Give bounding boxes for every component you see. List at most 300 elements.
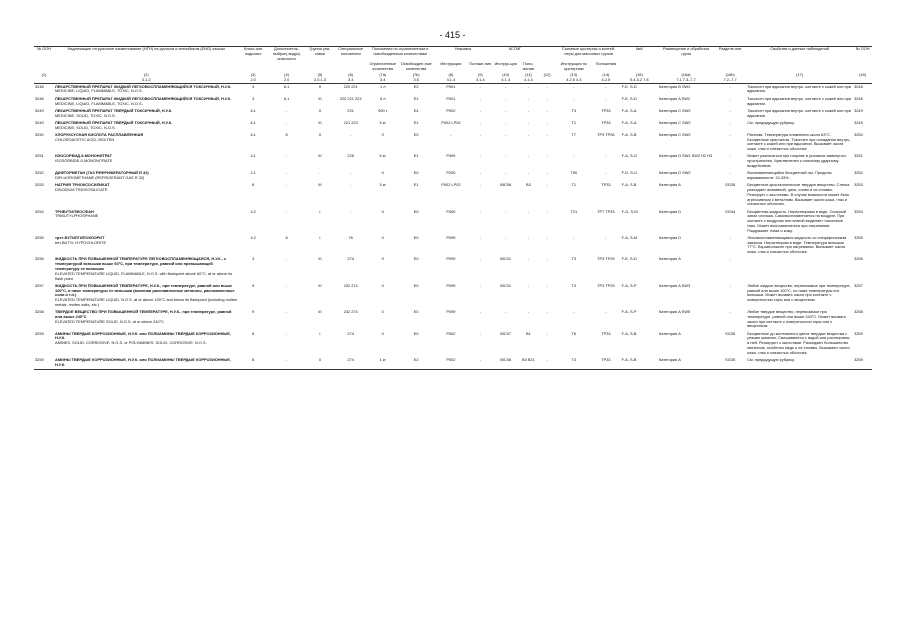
limited-quantity-cell: 1 кг xyxy=(379,356,386,362)
ibc-instruction-cell: IBC07 xyxy=(500,330,512,336)
colnum-13: (13) 4.2.5 4.3 xyxy=(556,72,591,83)
shipping-name-cell xyxy=(54,132,238,154)
special-provisions-cell: 220 221 223 xyxy=(339,95,362,101)
tank-instruction-cell: T21 xyxy=(570,208,578,214)
packing-provision-cell: - xyxy=(479,153,481,159)
tank-instruction-cell: T3 xyxy=(571,356,577,362)
colnum-4: (4) 2.0 xyxy=(268,72,305,83)
segregation-cell: - xyxy=(729,170,731,176)
properties-cell: См. предыдущую рубрику. xyxy=(747,119,795,125)
colnum-18: (18) xyxy=(853,72,872,83)
subsidiary-cell: 6.1 xyxy=(283,83,290,89)
excepted-quantity-cell: E1 xyxy=(413,182,419,188)
packing-instruction-cell: P099 xyxy=(446,282,456,288)
tank-provision-cell: - xyxy=(605,83,607,89)
shipping-name-en: CHLOROACETIC ACID, MOLTEN xyxy=(55,136,115,142)
header-ibc: КСГМГ xyxy=(492,47,537,63)
ibc-provision-cell: - xyxy=(527,256,530,262)
header-packing-group: Группа упа-ковки xyxy=(305,47,334,63)
class-cell: 8 xyxy=(252,356,255,362)
packing-provision-cell: - xyxy=(479,83,481,89)
shipping-name-en: ISOSORBIDE-5-MONONITRATE xyxy=(55,158,113,164)
packing-provision-cell: - xyxy=(479,356,481,362)
ibc-provision-cell: B4 B21 xyxy=(522,356,535,362)
shipping-name-en: AMINES, SOLID, CORROSIVE, N.O.S. or POLYAMINES, SOLID, CORROSIVE, N.O.S. xyxy=(55,340,207,346)
header-limited-quantities: Ограниченные количества xyxy=(369,62,396,72)
tank-provision-cell: - xyxy=(605,153,607,159)
colnum-14: (14) 4.2.5 xyxy=(591,72,620,83)
subsidiary-cell: - xyxy=(285,208,288,214)
shipping-name-cell xyxy=(54,153,238,170)
shipping-name-ru: ТРИБУТИЛФОСФАН xyxy=(55,208,94,214)
un-right-cell: 3254 xyxy=(854,208,863,214)
shipping-name-ru: ТВЕРДОЕ ВЕЩЕСТВО ПРИ ПОВЫШЕННОЙ ТЕМПЕРАТУРЕ, Н.У.К., при температуре, равной или выше 240°С xyxy=(55,309,232,319)
class-cell: 8 xyxy=(252,182,255,188)
special-provisions-cell: - xyxy=(350,131,352,137)
packing-group-cell: II xyxy=(318,83,322,89)
shipping-name-ru: ЛЕКАРСТВЕННЫЙ ПРЕПАРАТ ТВЕРДЫЙ ТОКСИЧНЫЙ, Н.У.К. xyxy=(55,107,173,113)
special-provisions-cell: 226 xyxy=(347,153,354,159)
segregation-cell: - xyxy=(729,282,731,288)
segregation-cell: - xyxy=(729,119,731,125)
ibc-provision-cell: - xyxy=(527,95,530,101)
class-cell: 9 xyxy=(252,309,255,315)
ibc-provision-cell: - xyxy=(527,119,530,125)
segregation-cell: - xyxy=(729,95,731,101)
packing-instruction-cell: P099 xyxy=(446,234,456,240)
ems-cell: F-D, S-U xyxy=(621,170,637,176)
packing-group-cell: III xyxy=(318,153,322,159)
stowage-cell: Категория A SW3 xyxy=(659,282,691,288)
colnum-6: (6) 3.3 xyxy=(335,72,367,83)
shipping-name-cell xyxy=(54,256,238,282)
header-lq-group: Положения по ограниченным и освобожденным количествам xyxy=(367,47,434,63)
shipping-name-cell xyxy=(54,83,238,96)
properties-cell: Воспламеняющийся бесцветный газ. Пределы взрываемости: 13-33%. xyxy=(747,170,832,180)
col12-cell: - xyxy=(546,356,548,362)
packing-group-cell: III xyxy=(318,282,322,288)
shipping-name-en: ELEVATED TEMPERATURE SOLID, N.O.S. at or above 240°C xyxy=(55,318,164,324)
tank-instruction-cell: T50 xyxy=(570,170,578,176)
subsidiary-cell: - xyxy=(285,119,288,125)
ibc-provision-cell: - xyxy=(527,170,530,176)
shipping-name-cell xyxy=(54,170,238,182)
col12-cell: - xyxy=(546,119,548,125)
stowage-cell: Категория D xyxy=(659,208,682,214)
tank-provision-cell: - xyxy=(605,234,607,240)
special-provisions-cell: 232 274 xyxy=(343,309,358,315)
table-row xyxy=(34,182,872,208)
colnum-7a: (7a) 3.4 xyxy=(367,72,399,83)
special-provisions-cell: - xyxy=(350,170,352,176)
segregation-cell: SG35 xyxy=(725,330,736,336)
packing-group-cell: I xyxy=(319,234,321,240)
limited-quantity-cell: 0 xyxy=(381,170,384,176)
subsidiary-cell: - xyxy=(285,170,288,176)
shipping-name-cell xyxy=(54,357,238,370)
col12-cell: - xyxy=(546,170,548,176)
un-cell: 3257 xyxy=(35,282,44,288)
stowage-cell: Категория D SW2 xyxy=(659,170,691,176)
segregation-cell: - xyxy=(729,256,731,262)
packing-provision-cell: - xyxy=(479,309,481,315)
class-cell: 6.1 xyxy=(250,119,256,125)
shipping-name-en: DIFLUOROMETHANE (REFRIGERANT GAS R 32) xyxy=(55,174,145,180)
segregation-cell: - xyxy=(729,83,731,89)
packing-provision-cell: - xyxy=(479,208,481,214)
packing-instruction-cell: P200 xyxy=(446,170,456,176)
un-right-cell: 3251 xyxy=(854,153,863,159)
limited-quantity-cell: 0 xyxy=(381,131,384,137)
ibc-instruction-cell: IBC01 xyxy=(500,282,512,288)
class-cell: 3 xyxy=(252,95,255,101)
ibc-instruction-cell: - xyxy=(505,170,507,176)
colnum-12: (12) xyxy=(538,72,557,83)
stowage-cell: Категория A xyxy=(659,356,681,362)
un-cell: 3250 xyxy=(35,131,44,137)
table-row xyxy=(34,283,872,309)
excepted-quantity-cell: E2 xyxy=(413,356,419,362)
colnum-7b: (7b) 3.5 xyxy=(399,72,434,83)
header-special-provisions: Специальные положения xyxy=(335,47,367,63)
tank-provision-cell: TP3 TP29 xyxy=(597,282,615,288)
table-row xyxy=(34,83,872,96)
packing-provision-cell: - xyxy=(479,170,481,176)
table-row xyxy=(34,120,872,132)
excepted-quantity-cell: E1 xyxy=(413,153,419,159)
class-cell: 4.1 xyxy=(250,153,256,159)
ibc-instruction-cell: IBC01 xyxy=(500,256,512,262)
shipping-name-cell xyxy=(54,182,238,208)
packing-provision-cell: - xyxy=(479,256,481,262)
tank-provision-cell: - xyxy=(605,95,607,101)
shipping-name-cell xyxy=(54,331,238,357)
col12-cell: - xyxy=(546,330,548,336)
tank-instruction-cell: - xyxy=(573,95,575,101)
ibc-provision-cell: - xyxy=(527,83,530,89)
ems-cell: F-A, S-B xyxy=(621,131,637,137)
ibc-instruction-cell: - xyxy=(505,95,507,101)
subsidiary-cell: 8 xyxy=(285,234,288,240)
header-packing: Упаковка xyxy=(434,47,493,63)
packing-group-cell: - xyxy=(319,170,321,176)
stowage-cell: Категория D SW1 SW2 H2 H3 xyxy=(659,153,713,159)
ibc-provision-cell: - xyxy=(527,234,530,240)
subsidiary-cell: - xyxy=(285,330,288,336)
shipping-name-en: MEDICINE, SOLID, TOXIC, N.O.S. xyxy=(55,112,116,118)
tank-provision-cell: TP33 xyxy=(601,356,611,362)
ibc-provision-cell: B1 xyxy=(526,330,531,336)
special-provisions-cell: 220 221 xyxy=(343,83,358,89)
special-provisions-cell: 76 xyxy=(348,234,353,240)
properties-cell: Любое твердое вещество, перевозимое при температуре, равной или выше 240°С. Может вызвать ожоги при контакте с поверхностью тары или с веществом. xyxy=(747,309,846,329)
shipping-name-cell xyxy=(54,283,238,309)
un-cell: 3252 xyxy=(35,170,44,176)
ibc-provision-cell: - xyxy=(527,282,530,288)
ems-cell: F-A, S-B xyxy=(621,182,637,188)
un-right-cell: 3256 xyxy=(854,256,863,262)
stowage-cell: Категория B SW2 xyxy=(659,83,691,89)
subsidiary-cell: - xyxy=(285,309,288,315)
ibc-instruction-cell: - xyxy=(505,107,507,113)
ems-cell: F-A, S-P xyxy=(621,282,637,288)
segregation-cell: - xyxy=(729,153,731,159)
packing-instruction-cell: P099 xyxy=(446,256,456,262)
un-cell: 3254 xyxy=(35,208,44,214)
table-row xyxy=(34,96,872,108)
subsidiary-cell: 8 xyxy=(285,131,288,137)
un-cell: 3259 xyxy=(35,356,44,362)
packing-instruction-cell: P002 xyxy=(446,330,456,336)
colnum-10: (10) 4.1.4 xyxy=(492,72,519,83)
tank-provision-cell: TP7 TP33 xyxy=(597,208,615,214)
tank-provision-cell: - xyxy=(605,170,607,176)
shipping-name-cell xyxy=(54,309,238,331)
stowage-cell: Категория A SW5 xyxy=(659,309,691,315)
class-cell: 8 xyxy=(252,330,255,336)
header-ems: АвК xyxy=(621,47,658,63)
shipping-name-en: MEDICINE, SOLID, TOXIC, N.O.S. xyxy=(55,124,116,130)
limited-quantity-cell: 0 xyxy=(381,309,384,315)
class-cell: 3 xyxy=(252,83,255,89)
excepted-quantity-cell: E0 xyxy=(413,309,419,315)
colnum-9: (9) 4.1.4 xyxy=(468,72,492,83)
col12-cell: - xyxy=(546,234,548,240)
class-cell: 4.2 xyxy=(250,234,256,240)
table-row xyxy=(34,357,872,370)
packing-group-cell: III xyxy=(318,256,322,262)
shipping-name-en: ELEVATED TEMPERATURE LIQUID, FLAMMABLE, N.O.S. with flashpoint above 60°C, at or above its flash point xyxy=(55,270,233,281)
header-name: Надлежащее отгрузочное наименование (НТН) на русском и английском (ENG) языках xyxy=(54,47,238,63)
packing-instruction-cell: P409 xyxy=(446,153,456,159)
excepted-quantity-cell: E1 xyxy=(413,95,419,101)
shipping-name-cell xyxy=(54,235,238,257)
table-row xyxy=(34,132,872,154)
header-un: № ООН xyxy=(34,47,54,63)
shipping-name-ru: ЖИДКОСТЬ ПРИ ПОВЫШЕННОЙ ТЕМПЕРАТУРЕ, Н.У.К., при температуре, равной или выше 100°С, и ниже температуры ее вспышки (включая расплавленные металлы, расплавленные соли и т.п.) xyxy=(55,282,235,298)
tank-provision-cell: TP3 TP29 xyxy=(597,256,615,262)
special-provisions-cell: 232 274 xyxy=(343,282,358,288)
tank-provision-cell: TP33 xyxy=(601,107,611,113)
un-right-cell: 3257 xyxy=(854,282,863,288)
table-row xyxy=(34,209,872,235)
un-cell: 3248 xyxy=(35,83,44,89)
class-cell: 3 xyxy=(252,256,255,262)
un-cell: 3253 xyxy=(35,182,44,188)
table-row xyxy=(34,309,872,331)
header-stowage: Размещение и обработка груза xyxy=(658,47,714,63)
colnum-16b: (16b) 7.2–7.7 xyxy=(714,72,746,83)
excepted-quantity-cell: E0 xyxy=(413,170,419,176)
class-cell: 6.1 xyxy=(250,131,256,137)
packing-group-cell: III xyxy=(318,182,322,188)
ibc-instruction-cell: - xyxy=(505,119,507,125)
col12-cell: - xyxy=(546,182,548,188)
un-cell: 3249 xyxy=(35,107,44,113)
packing-group-cell: II xyxy=(318,107,322,113)
ibc-provision-cell: - xyxy=(527,208,530,214)
page-number: - 415 - xyxy=(439,30,466,40)
segregation-cell: - xyxy=(729,131,731,137)
shipping-name-cell xyxy=(54,96,238,108)
properties-cell: Расплав. Температура плавления около 63°С. Бесцветные кристаллы. Токсичен при попадании внутрь, контакте с кожей или при вдыхании. Вызывает ожоги кожи, глаз и слизистых оболочек. xyxy=(747,131,851,152)
un-cell: 3249 xyxy=(35,119,44,125)
table-row xyxy=(34,170,872,182)
un-right-cell: 3248 xyxy=(854,83,863,89)
ems-cell: F-A, S-P xyxy=(621,309,637,315)
packing-provision-cell: - xyxy=(479,182,481,188)
un-right-cell: 3250 xyxy=(854,131,863,137)
segregation-cell: SG35 xyxy=(725,356,736,362)
ibc-instruction-cell: IBC08 xyxy=(500,356,512,362)
shipping-name-ru: ЛЕКАРСТВЕННЫЙ ПРЕПАРАТ ЖИДКИЙ ЛЕГКОВОСПЛАМЕНЯЮЩИЙСЯ ТОКСИЧНЫЙ, Н.У.К. xyxy=(55,83,232,89)
excepted-quantity-cell: E0 xyxy=(413,208,419,214)
packing-instruction-cell: P002 xyxy=(446,356,456,362)
ems-cell: F-A, S-M xyxy=(621,234,638,240)
un-cell: 3255 xyxy=(35,234,44,240)
stowage-cell: Категория A xyxy=(659,256,681,262)
un-cell: 3248 xyxy=(35,95,44,101)
dangerous-goods-list-table xyxy=(34,46,872,370)
limited-quantity-cell: 0 xyxy=(381,234,384,240)
colnum-3: (3) 2.0 xyxy=(238,72,267,83)
packing-group-cell: III xyxy=(318,119,322,125)
packing-provision-cell: - xyxy=(479,330,481,336)
subsidiary-cell: - xyxy=(285,182,288,188)
ems-cell: F-E, S-D xyxy=(621,256,637,262)
tank-instruction-cell: - xyxy=(573,83,575,89)
stowage-cell: Категория C SW2 xyxy=(659,119,691,125)
tank-instruction-cell: T1 xyxy=(571,119,577,125)
header-tank-instructions: Инструкции по цистернам xyxy=(560,62,587,72)
header-packing-instructions: Инструкции xyxy=(440,62,462,67)
packing-instruction-cell: P099 xyxy=(446,309,456,315)
shipping-name-ru: ЛЕКАРСТВЕННЫЙ ПРЕПАРАТ ЖИДКИЙ ЛЕГКОВОСПЛАМЕНЯЮЩИЙСЯ ТОКСИЧНЫЙ, Н.У.К. xyxy=(55,95,232,101)
shipping-name-en: MEDICINE, LIQUID, FLAMMABLE, TOXIC, N.O.S. xyxy=(55,100,143,106)
segregation-cell: - xyxy=(729,309,731,315)
segregation-cell: - xyxy=(729,107,731,113)
limited-quantity-cell: 5 кг xyxy=(379,153,386,159)
subsidiary-cell: - xyxy=(285,256,288,262)
ems-cell: F-A, S-B xyxy=(621,330,637,336)
tank-instruction-cell: T3 xyxy=(571,107,577,113)
ems-cell: F-A, S-A xyxy=(621,107,637,113)
excepted-quantity-cell: E2 xyxy=(413,83,419,89)
shipping-name-ru: ЖИДКОСТЬ ПРИ ПОВЫШЕННОЙ ТЕМПЕРАТУРЕ ЛЕГКОВОСПЛАМЕНЯЮЩАЯСЯ, Н.У.К., с температурой вспышки выше 60°С, при температуре, равной или превышающей температуру ее вспышки xyxy=(55,256,227,271)
packing-instruction-cell: - xyxy=(450,131,452,137)
excepted-quantity-cell: E0 xyxy=(413,330,419,336)
header-packing-provisions: Положе-ния xyxy=(469,62,492,67)
shipping-name-en: ELEVATED TEMPERATURE LIQUID, N.O.S. at or above 100°C and below its flashpoint (including molten metals, molten salts, etc.) xyxy=(55,297,238,307)
limited-quantity-cell: 0 xyxy=(381,282,384,288)
shipping-name-cell xyxy=(54,120,238,132)
special-provisions-cell: 274 xyxy=(347,356,354,362)
packing-group-cell: I xyxy=(319,208,321,214)
excepted-quantity-cell: E0 xyxy=(413,256,419,262)
colnum-17: (17) xyxy=(746,72,853,83)
shipping-name-ru: ЛЕКАРСТВЕННЫЙ ПРЕПАРАТ ТВЕРДЫЙ ТОКСИЧНЫЙ, Н.У.К. xyxy=(55,119,173,125)
packing-group-cell: II xyxy=(318,131,322,137)
properties-cell: См. предыдущую рубрику. xyxy=(747,356,795,362)
stowage-cell: Категория A SW2 xyxy=(659,95,691,101)
special-provisions-cell: - xyxy=(350,208,352,214)
special-provisions-cell: 274 xyxy=(347,256,354,262)
properties-cell: Бесцветная жидкость. Нерастворима в воде. Сильный запах чеснока. Самовоспламеняется на воздухе. При контакте с воздухом или влагой выделяет токсичные газы. Может воспламениться при нагревании. Раздражает глаза и кожу. xyxy=(747,208,847,233)
excepted-quantity-cell: E4 xyxy=(413,107,419,113)
packing-provision-cell: - xyxy=(479,131,481,137)
un-right-cell: 3258 xyxy=(854,309,863,315)
limited-quantity-cell: 0 xyxy=(381,330,384,336)
properties-cell: Легковоспламеняющаяся жидкость со специфическим запахом. Нерастворим в воде. Температура вспышки 77°С. Взрывоопасен при нагревании. Вызывает ожоги кожи, глаз и слизистых оболочек. xyxy=(747,234,847,255)
ems-cell: F-E, S-D xyxy=(621,95,637,101)
stowage-cell: Категория D xyxy=(659,234,682,240)
shipping-name-ru: НАТРИЯ ТРИОКСОСИЛИКАТ xyxy=(55,182,110,188)
header-un-right: № ООН xyxy=(853,47,872,63)
ibc-provision-cell: - xyxy=(527,153,530,159)
tank-instruction-cell: T3 xyxy=(571,256,577,262)
packing-instruction-cell: P001 xyxy=(446,95,456,101)
col12-cell: - xyxy=(546,107,548,113)
properties-cell: Бесцветное кристаллическое твердое вещество. Слегка разъедает алюминий, цинк, олово и их сплавы. Реагирует с кислотами. В случае влажности может быть агрессивным к металлам. Вызывает ожоги кожи, глаз и слизистых оболочек. xyxy=(747,182,850,207)
excepted-quantity-cell: E0 xyxy=(413,282,419,288)
ems-cell: F-G, S-M xyxy=(621,208,638,214)
shipping-name-en: tert-BUTYL HYPOCHLORITE xyxy=(55,239,107,245)
un-right-cell: 3253 xyxy=(854,182,863,188)
shipping-name-ru: ХЛОРУКСУСНАЯ КИСЛОТА РАСПЛАВЛЕННАЯ xyxy=(55,131,144,137)
header-ibc-provisions: Поло-жения xyxy=(522,62,534,72)
table-row xyxy=(34,331,872,357)
stowage-cell: Категория A xyxy=(659,182,681,188)
col12-cell: - xyxy=(546,95,548,101)
ibc-instruction-cell: - xyxy=(505,309,507,315)
tank-instruction-cell: T1 xyxy=(571,182,577,188)
shipping-name-cell xyxy=(54,209,238,235)
limited-quantity-cell: 5 л xyxy=(379,95,386,101)
packing-provision-cell: - xyxy=(479,282,481,288)
ibc-provision-cell: B3 xyxy=(526,182,531,188)
ibc-instruction-cell: IBC08 xyxy=(500,182,512,188)
col12-cell: - xyxy=(546,131,548,137)
shipping-name-ru: ДИФТОРМЕТАН (ГАЗ РЕФРИЖЕРАТОРНЫЙ R 32) xyxy=(55,170,149,176)
properties-cell: Может разлагаться при нагреве в условиях замкнутого пространства. Чувствителен к сильному ударному воздействию. xyxy=(747,153,847,168)
properties-cell: Любое жидкое вещество, перевозимое при температуре, равной или выше 100°С, но ниже температуры его вспышки. Может вызвать ожоги при контакте с поверхностью тары или с веществом. xyxy=(747,282,851,303)
shipping-name-ru: трет-БУТИЛГИПОХЛОРИТ xyxy=(55,234,105,240)
packing-group-cell: I xyxy=(319,330,321,336)
un-right-cell: 3252 xyxy=(854,170,863,176)
header-ibc-instructions: Инструк-ции xyxy=(494,62,517,67)
packing-instruction-cell: P002 xyxy=(446,107,456,113)
table-body xyxy=(34,83,872,369)
tank-instruction-cell: T3 xyxy=(571,282,577,288)
segregation-cell: SG35 xyxy=(725,182,736,188)
packing-instruction-cell: P002 LP02 xyxy=(441,182,461,188)
limited-quantity-cell: 0 xyxy=(381,256,384,262)
colnum-8: (8) 4.1.4 xyxy=(434,72,469,83)
un-cell: 3259 xyxy=(35,330,44,336)
table-row xyxy=(34,256,872,282)
ems-cell: F-E, S-D xyxy=(621,83,637,89)
header-properties: Свойства и данные наблюдений xyxy=(746,47,853,63)
subsidiary-cell: - xyxy=(285,153,288,159)
colnum-11: (11) 4.1.4 xyxy=(519,72,538,83)
tank-instruction-cell: - xyxy=(573,234,575,240)
packing-instruction-cell: P002 LP02 xyxy=(441,119,461,125)
packing-group-cell: II xyxy=(318,356,322,362)
class-cell: 4.2 xyxy=(250,208,256,214)
class-cell: 6.1 xyxy=(250,107,256,113)
tank-provision-cell: TP3 TP28 xyxy=(597,131,615,137)
properties-cell: Токсичен при вдыхании внутрь, контакте с кожей или при вдыхании. xyxy=(747,95,852,106)
